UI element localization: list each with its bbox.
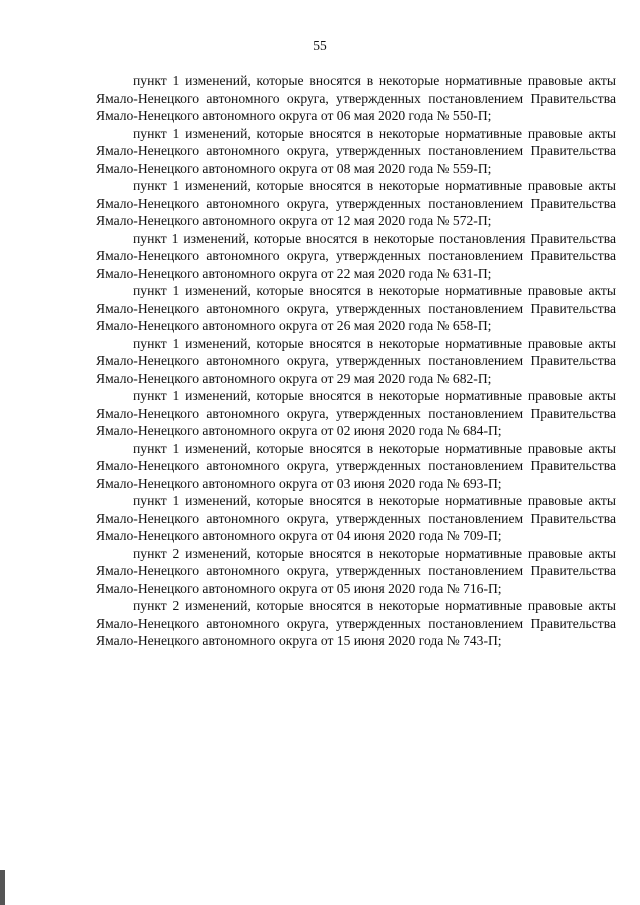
paragraph: пункт 2 изменений, которые вносятся в некоторые нормативные правовые акты Ямало-Ненецкого автономного округа, утвержденных постановлением Правительства Ямало-Ненецкого автономного округа от 05 июня 2020 года № 716-П; (96, 545, 616, 596)
paragraph: пункт 1 изменений, которые вносятся в некоторые нормативные правовые акты Ямало-Ненецкого автономного округа, утвержденных постановлением Правительства Ямало-Ненецкого автономного округа от 06 мая 2020 года № 550-П; (96, 73, 616, 123)
document-body (96, 72, 616, 650)
paragraph: пункт 1 изменений, которые вносятся в некоторые нормативные правовые акты Ямало-Ненецкого автономного округа, утвержденных постановлением Правительства Ямало-Ненецкого автономного округа от 12 мая 2020 года № 572-П; (96, 178, 616, 228)
paragraph: пункт 1 изменений, которые вносятся в некоторые нормативные правовые акты Ямало-Ненецкого автономного округа, утвержденных постановлением Правительства Ямало-Ненецкого автономного округа от 26 мая 2020 года № 658-П; (96, 283, 616, 333)
paragraph: пункт 1 изменений, которые вносятся в некоторые нормативные правовые акты Ямало-Ненецкого автономного округа, утвержденных постановлением Правительства Ямало-Ненецкого автономного округа от 02 июня 2020 года № 684-П; (96, 388, 616, 438)
paragraph: пункт 1 изменений, которые вносятся в некоторые нормативные правовые акты Ямало-Ненецкого автономного округа, утвержденных постановлением Правительства Ямало-Ненецкого автономного округа от 03 июня 2020 года № 693-П; (96, 440, 616, 491)
page-number: 55 (313, 38, 327, 53)
scan-edge-mark (0, 870, 5, 905)
paragraph: пункт 2 изменений, которые вносятся в некоторые нормативные правовые акты Ямало-Ненецкого автономного округа, утвержденных постановлением Правительства Ямало-Ненецкого автономного округа от 15 июня 2020 года № 743-П; (96, 598, 616, 648)
paragraph: пункт 1 изменений, которые вносятся в некоторые нормативные правовые акты Ямало-Ненецкого автономного округа, утвержденных постановлением Правительства Ямало-Ненецкого автономного округа от 08 мая 2020 года № 559-П; (96, 125, 616, 176)
paragraph: пункт 1 изменений, которые вносятся в некоторые постановления Правительства Ямало-Ненецкого автономного округа, утвержденных постановлением Правительства Ямало-Ненецкого автономного округа от 22 мая 2020 года № 631-П; (96, 230, 616, 281)
paragraph: пункт 1 изменений, которые вносятся в некоторые нормативные правовые акты Ямало-Ненецкого автономного округа, утвержденных постановлением Правительства Ямало-Ненецкого автономного округа от 29 мая 2020 года № 682-П; (96, 335, 616, 386)
paragraph: пункт 1 изменений, которые вносятся в некоторые нормативные правовые акты Ямало-Ненецкого автономного округа, утвержденных постановлением Правительства Ямало-Ненецкого автономного округа от 04 июня 2020 года № 709-П; (96, 493, 616, 543)
